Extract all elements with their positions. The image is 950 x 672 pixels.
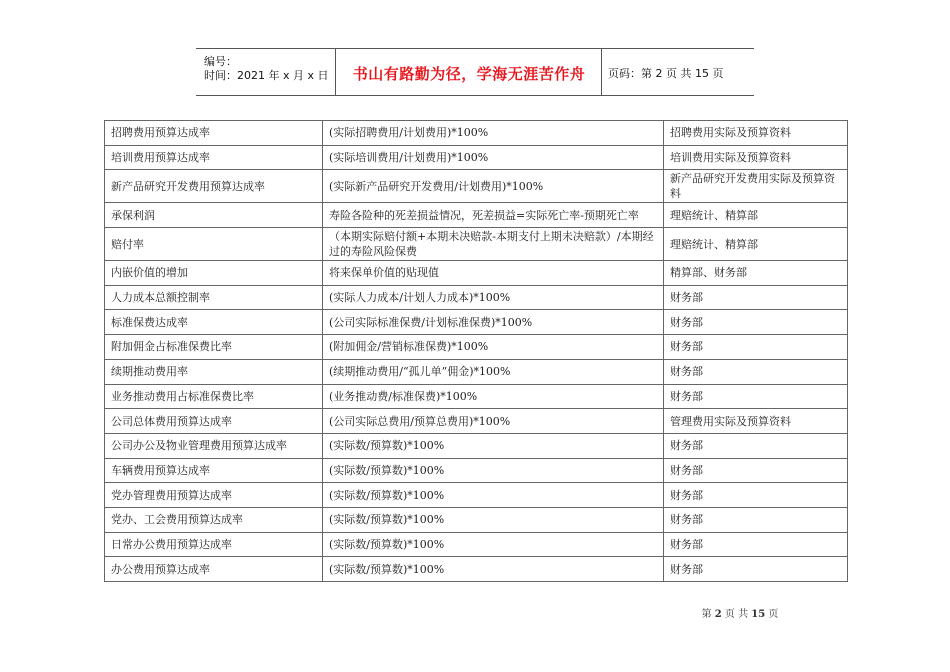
- kpi-formula-cell: (公司实际标准保费/计划标准保费)*100%: [323, 310, 664, 335]
- table-row: [105, 145, 848, 170]
- kpi-formula-cell: (实际数/预算数)*100%: [323, 458, 664, 483]
- kpi-name-cell: 人力成本总额控制率: [105, 285, 323, 310]
- footer-page-number: 2: [714, 609, 722, 620]
- kpi-source-cell: 财务部: [664, 310, 848, 335]
- document-number-label: 编号：: [204, 55, 237, 68]
- table-row: [105, 409, 848, 434]
- kpi-name-cell: 党办管理费用预算达成率: [105, 483, 323, 508]
- table-row: [105, 335, 848, 360]
- table-row: [105, 433, 848, 458]
- footer-suffix: 页: [768, 609, 779, 620]
- kpi-name-cell: 业务推动费用占标准保费比率: [105, 384, 323, 409]
- kpi-source-cell: 理赔统计、精算部: [664, 228, 848, 261]
- kpi-source-cell: 新产品研究开发费用实际及预算资料: [664, 170, 848, 203]
- table-row: [105, 121, 848, 146]
- kpi-source-cell: 精算部、财务部: [664, 261, 848, 286]
- kpi-formula-cell: (附加佣金/营销标准保费)*100%: [323, 335, 664, 360]
- header-meta-cell: [196, 49, 336, 95]
- kpi-name-cell: 培训费用预算达成率: [105, 145, 323, 170]
- table-row: [105, 203, 848, 228]
- table-row: [105, 310, 848, 335]
- table-row: [105, 261, 848, 286]
- kpi-formula-cell: 将来保单价值的贴现值: [323, 261, 664, 286]
- kpi-source-cell: 财务部: [664, 483, 848, 508]
- kpi-table: [104, 120, 848, 582]
- table-row: [105, 228, 848, 261]
- kpi-name-cell: 公司办公及物业管理费用预算达成率: [105, 433, 323, 458]
- kpi-name-cell: 党办、工会费用预算达成率: [105, 507, 323, 532]
- table-row: [105, 359, 848, 384]
- kpi-name-cell: 公司总体费用预算达成率: [105, 409, 323, 434]
- kpi-source-cell: 财务部: [664, 335, 848, 360]
- kpi-formula-cell: (业务推动费/标准保费)*100%: [323, 384, 664, 409]
- kpi-name-cell: 办公费用预算达成率: [105, 557, 323, 582]
- header-page-cell: [602, 49, 754, 95]
- table-row: [105, 285, 848, 310]
- kpi-formula-cell: （本期实际赔付额+本期未决赔款-本期支付上期未决赔款）/本期经过的寿险风险保费: [323, 228, 664, 261]
- kpi-table-body: [105, 121, 848, 582]
- kpi-formula-cell: (实际人力成本/计划人力成本)*100%: [323, 285, 664, 310]
- kpi-formula-cell: (实际数/预算数)*100%: [323, 507, 664, 532]
- kpi-name-cell: 赔付率: [105, 228, 323, 261]
- kpi-source-cell: 财务部: [664, 384, 848, 409]
- table-row: [105, 507, 848, 532]
- footer-total-pages: 15: [751, 609, 766, 620]
- table-row: [105, 458, 848, 483]
- table-row: [105, 384, 848, 409]
- kpi-source-cell: 财务部: [664, 285, 848, 310]
- kpi-name-cell: 内嵌价值的增加: [105, 261, 323, 286]
- kpi-name-cell: 续期推动费用率: [105, 359, 323, 384]
- kpi-name-cell: 车辆费用预算达成率: [105, 458, 323, 483]
- kpi-source-cell: 财务部: [664, 532, 848, 557]
- kpi-source-cell: 财务部: [664, 507, 848, 532]
- table-row: [105, 170, 848, 203]
- page-footer: [680, 605, 800, 620]
- table-row: [105, 532, 848, 557]
- document-header: [196, 48, 754, 96]
- kpi-formula-cell: (实际数/预算数)*100%: [323, 557, 664, 582]
- kpi-formula-cell: (实际数/预算数)*100%: [323, 433, 664, 458]
- kpi-formula-cell: (实际培训费用/计划费用)*100%: [323, 145, 664, 170]
- kpi-source-cell: 培训费用实际及预算资料: [664, 145, 848, 170]
- kpi-name-cell: 招聘费用预算达成率: [105, 121, 323, 146]
- kpi-formula-cell: (实际新产品研究开发费用/计划费用)*100%: [323, 170, 664, 203]
- table-row: [105, 483, 848, 508]
- document-time-label: 时间：2021 年 x 月 x 日: [204, 69, 329, 82]
- header-motto: 书山有路勤为径，学海无涯苦作舟: [352, 65, 586, 83]
- kpi-name-cell: 新产品研究开发费用预算达成率: [105, 170, 323, 203]
- footer-middle: 页 共: [724, 609, 749, 620]
- kpi-source-cell: 财务部: [664, 433, 848, 458]
- kpi-formula-cell: (公司实际总费用/预算总费用)*100%: [323, 409, 664, 434]
- header-motto-cell: [336, 49, 602, 95]
- kpi-source-cell: 理赔统计、精算部: [664, 203, 848, 228]
- kpi-formula-cell: 寿险各险种的死差损益情况，死差损益=实际死亡率-预期死亡率: [323, 203, 664, 228]
- kpi-formula-cell: (实际数/预算数)*100%: [323, 483, 664, 508]
- footer-prefix: 第: [701, 609, 712, 620]
- header-page-code: 页码：第 2 页 共 15 页: [608, 67, 724, 80]
- kpi-formula-cell: (续期推动费用/“孤儿单”佣金)*100%: [323, 359, 664, 384]
- kpi-source-cell: 招聘费用实际及预算资料: [664, 121, 848, 146]
- table-row: [105, 557, 848, 582]
- kpi-name-cell: 日常办公费用预算达成率: [105, 532, 323, 557]
- kpi-source-cell: 管理费用实际及预算资料: [664, 409, 848, 434]
- kpi-formula-cell: (实际招聘费用/计划费用)*100%: [323, 121, 664, 146]
- kpi-name-cell: 标准保费达成率: [105, 310, 323, 335]
- kpi-name-cell: 承保利润: [105, 203, 323, 228]
- kpi-name-cell: 附加佣金占标准保费比率: [105, 335, 323, 360]
- kpi-source-cell: 财务部: [664, 458, 848, 483]
- kpi-source-cell: 财务部: [664, 557, 848, 582]
- kpi-source-cell: 财务部: [664, 359, 848, 384]
- kpi-formula-cell: (实际数/预算数)*100%: [323, 532, 664, 557]
